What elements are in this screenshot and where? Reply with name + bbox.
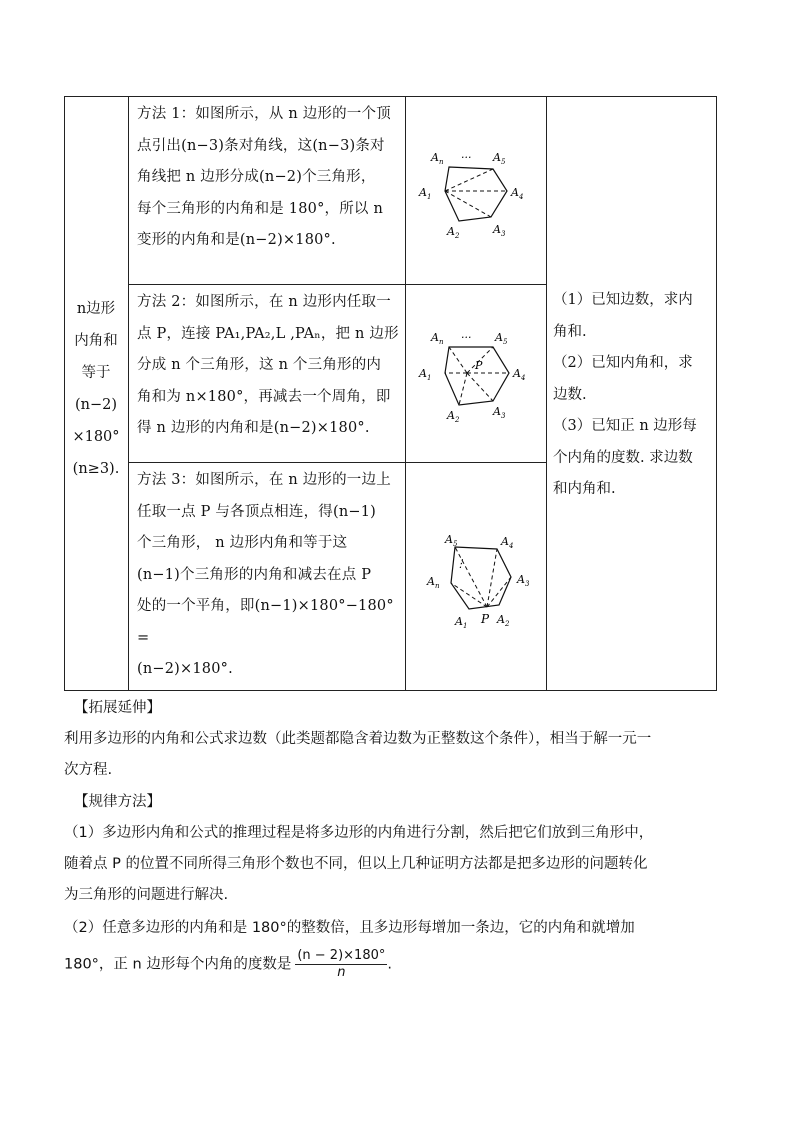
rules-line: （1）多边形内角和公式的推理过程是将多边形的内角进行分割，然后把它们放到三角形中， [64,825,654,841]
svg-text:An: $A_n$ [431,331,444,346]
method1-line: 角线把 n 边形分成(n−2)个三角形， [137,169,376,185]
theorem-line: n边形 [76,301,116,317]
rules-line: 为三角形的问题进行解决. [64,887,229,903]
method2-line: 方法 2：如图所示，在 n 边形内任取一 [137,294,391,310]
col-divider-1 [128,97,129,690]
formula-prefix: 180°，正 n 边形每个内角的度数是 [64,956,292,973]
label-a1: $A_1$ [419,186,432,201]
method3-text [137,465,403,686]
svg-text:A1: $A_1$ [455,615,468,630]
method-table [64,96,717,691]
application-line: （2）已知内角和，求 [553,355,693,371]
figure-method3-edge-point [417,523,537,633]
application-cell [553,285,713,506]
theorem-line: 等于 [81,365,111,381]
application-line: 和内角和. [553,481,616,497]
angle-fraction [295,948,387,981]
svg-text:A1: $A_1$ [419,367,432,382]
method3-line: 处的一个平角，即(n−1)×180°−180° = [137,598,394,646]
svg-text:A3: $A_3$ [493,405,506,420]
extension-section [64,693,734,786]
svg-text:A2: $A_2$ [497,613,510,628]
fraction-denominator: n [337,965,346,980]
rules-section [64,787,734,981]
method3-line: 任取一点 P 与各顶点相连，得(n−1) [137,503,377,520]
method1-text [137,99,403,257]
svg-text:A5: $A_5$ [445,533,458,548]
extension-line: 次方程. [64,762,113,778]
method3-line: 方法 3：如图所示，在 n 边形的一边上 [137,472,391,488]
extension-line: 利用多边形的内角和公式求边数（此类题都隐含着边数为正整数这个条件），相当于解一元一 [64,731,652,747]
application-line: （1）已知边数，求内 [553,292,693,308]
svg-text:A4: $A_4$ [501,535,514,550]
row-divider-1 [128,284,546,285]
rules-formula-line [64,948,734,981]
method3-line: (n−2)×180°. [137,661,233,677]
method2-line: 得 n 边形的内角和是(n−2)×180°. [137,420,370,436]
theorem-line: (n−2) [74,397,118,413]
method2-line: 角和为 n×180°，再减去一个周角，即 [137,388,391,405]
svg-text:···: ··· [461,331,472,344]
label-p: P [481,612,490,626]
application-line: 角和. [553,323,587,340]
figure-method1-diagonals [417,139,537,239]
method1-line: 每个三角形的内角和是 180°，所以 n [137,200,383,217]
application-line: 个内角的度数. 求边数 [553,449,693,466]
rules-line: （2）任意多边形的内角和是 180°的整数倍，且多边形每增加一条边，它的内角和就增加 [64,920,635,936]
label-a5: $A_5$ [493,151,506,166]
col-divider-2 [405,97,406,690]
figure-method2-interior-point [417,325,537,425]
theorem-cell [65,293,127,485]
label-p: P [475,359,483,372]
method1-line: 变形的内角和是(n−2)×180°. [137,232,336,248]
theorem-line: ×180° [72,429,120,445]
method3-line: 个三角形， n 边形内角和等于这 [137,535,348,551]
method3-line: (n−1)个三角形的内角和减去在点 P [137,566,372,583]
svg-text:A5: $A_5$ [495,331,508,346]
svg-text:⋮: ⋮ [455,557,466,570]
svg-text:A4: $A_4$ [513,367,526,382]
rules-line: 随着点 P 的位置不同所得三角形个数也不同，但以上几种证明方法都是把多边形的问题转化 [64,856,648,872]
svg-text:A2: $A_2$ [447,409,460,424]
method2-line: 分成 n 个三角形，这 n 个三角形的内 [137,357,382,373]
label-dots: ··· [461,151,472,164]
label-an: $A_n$ [431,151,444,166]
method2-text [137,287,403,445]
method2-line: 点 P，连接 PA₁,PA₂,L ,PAₙ，把 n 边形 [137,325,399,342]
formula-end: . [387,956,392,973]
theorem-line: (n≥3). [72,461,120,477]
fraction-numerator: (n − 2)×180° [297,948,386,963]
rules-heading: 【规律方法】 [74,794,161,810]
method1-line: 方法 1：如图所示，从 n 边形的一个顶 [137,106,391,122]
application-line: （3）已知正 n 边形每 [553,418,697,434]
row-divider-2 [128,462,546,463]
svg-text:A3: $A_3$ [517,573,530,588]
label-a3: $A_3$ [493,223,506,238]
application-line: 边数. [553,386,587,403]
label-a4: $A_4$ [511,186,524,201]
extension-heading: 【拓展延伸】 [74,700,161,716]
col-divider-3 [546,97,547,690]
svg-text:An: $A_n$ [427,575,440,590]
method1-line: 点引出(n−3)条对角线，这(n−3)条对 [137,137,385,154]
label-a2: $A_2$ [447,225,460,239]
theorem-line: 内角和 [74,333,118,349]
